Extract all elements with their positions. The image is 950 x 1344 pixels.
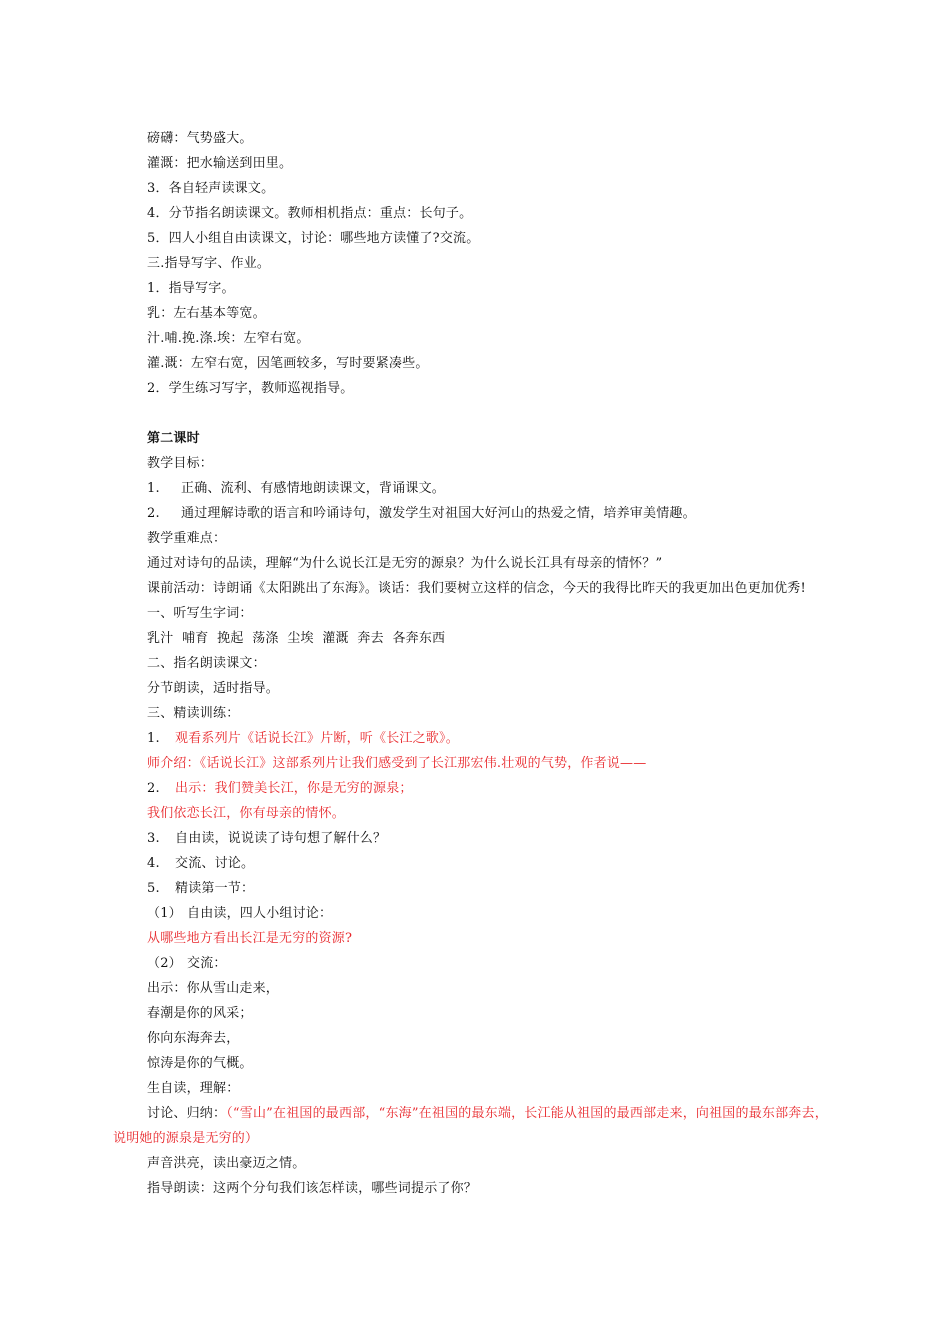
text-line: 指导朗读：这两个分句我们该怎样读，哪些词提示了你？ <box>147 1181 478 1196</box>
text-line: 磅礴：气势盛大。 <box>147 131 253 146</box>
step-heading: 二、指名朗读课文： <box>147 656 266 671</box>
step-heading: 三、精读训练： <box>147 706 240 721</box>
list-item <box>0 826 950 851</box>
text-line: 汁.哺.挽.涤.埃：左窄右宽。 <box>147 331 310 346</box>
goal-item <box>0 476 950 501</box>
poem-line: 惊涛是你的气概。 <box>147 1056 253 1071</box>
text-line: 灌溉：把水输送到田里。 <box>147 156 293 171</box>
text-line: 2．学生练习写字，教师巡视指导。 <box>147 381 354 396</box>
list-item <box>0 726 950 751</box>
highlight-text: 从哪些地方看出长江是无穷的资源? <box>147 931 353 946</box>
list-item <box>0 851 950 876</box>
discussion-label: 讨论、归纳： <box>147 1106 227 1121</box>
goal-item <box>0 501 950 526</box>
text-line: 4．分节指名朗读课文。教师相机指点：重点：长句子。 <box>147 206 473 221</box>
highlight-text: 师介绍：《话说长江》这部系列片让我们感受到了长江那宏伟.壮观的气势，作者说—— <box>147 756 647 771</box>
list-number: 4. <box>147 856 160 871</box>
text-line: 3．各自轻声读课文。 <box>147 181 275 196</box>
difficulty-label: 教学重难点： <box>147 531 227 546</box>
difficulty-text: 通过对诗句的品读，理解“为什么说长江是无穷的源泉？为什么说长江具有母亲的情怀？” <box>147 556 663 571</box>
sub-list-number: （2） <box>147 956 182 971</box>
list-number: 2. <box>147 506 160 521</box>
highlight-text: 出示：我们赞美长江，你是无穷的源泉； <box>175 781 413 796</box>
text-line: 生自读，理解： <box>147 1081 240 1096</box>
text-line: 5．四人小组自由读课文，讨论：哪些地方读懂了?交流。 <box>147 231 480 246</box>
list-number: 1. <box>147 731 160 746</box>
list-text: 交流： <box>187 956 227 971</box>
list-number: 3. <box>147 831 160 846</box>
spacer <box>0 401 950 426</box>
list-number: 5. <box>147 881 160 896</box>
list-text: 精读第一节： <box>175 881 255 896</box>
list-item <box>0 776 950 801</box>
text-line: 分节朗读，适时指导。 <box>147 681 280 696</box>
text-line: 灌.溉：左窄右宽，因笔画较多，写时要紧凑些。 <box>147 356 429 371</box>
text-line: 三.指导写字、作业。 <box>147 256 271 271</box>
list-item <box>0 876 950 901</box>
highlight-text: （“雪山”在祖国的最西部，“东海”在祖国的最东端，长江能从祖国的最西部走来，向祖国的最东部奔去，说明她的源泉是无穷的） <box>113 1106 828 1146</box>
list-number: 1. <box>147 481 160 496</box>
poem-line: 你向东海奔去， <box>147 1031 240 1046</box>
highlight-text: 观看系列片《话说长江》片断，听《长江之歌》。 <box>175 731 459 746</box>
text-line: 1．指导写字。 <box>147 281 235 296</box>
sub-list-item <box>0 901 950 926</box>
goal-text: 通过理解诗歌的语言和吟诵诗句，激发学生对祖国大好河山的热爱之情，培养审美情趣。 <box>181 506 696 521</box>
text-line: 声音洪亮，读出豪迈之情。 <box>147 1156 306 1171</box>
list-number: 2. <box>147 781 160 796</box>
pre-activity-paragraph: 课前活动：诗朗诵《太阳跳出了东海》。谈话：我们要树立这样的信念，今天的我得比昨天的我更加出色更加优秀! <box>147 581 806 596</box>
highlight-text: 我们依恋长江，你有母亲的情怀。 <box>147 806 346 821</box>
poem-line: 春潮是你的风采； <box>147 1006 253 1021</box>
list-text: 交流、讨论。 <box>175 856 255 871</box>
goal-text: 正确、流利、有感情地朗读课文，背诵课文。 <box>181 481 446 496</box>
step-heading: 一、听写生字词： <box>147 606 253 621</box>
word-list: 乳汁 哺育 挽起 荡涤 尘埃 灌溉 奔去 各奔东西 <box>147 631 446 646</box>
discussion-paragraph <box>113 1101 837 1151</box>
poem-line: 出示：你从雪山走来， <box>147 981 280 996</box>
goals-label: 教学目标： <box>147 456 214 471</box>
sub-list-item <box>0 951 950 976</box>
list-text: 自由读，说说读了诗句想了解什么？ <box>175 831 387 846</box>
section-heading: 第二课时 <box>147 431 200 446</box>
list-text: 自由读，四人小组讨论： <box>187 906 333 921</box>
sub-list-number: （1） <box>147 906 182 921</box>
document-body <box>0 126 950 1201</box>
text-line: 乳：左右基本等宽。 <box>147 306 266 321</box>
